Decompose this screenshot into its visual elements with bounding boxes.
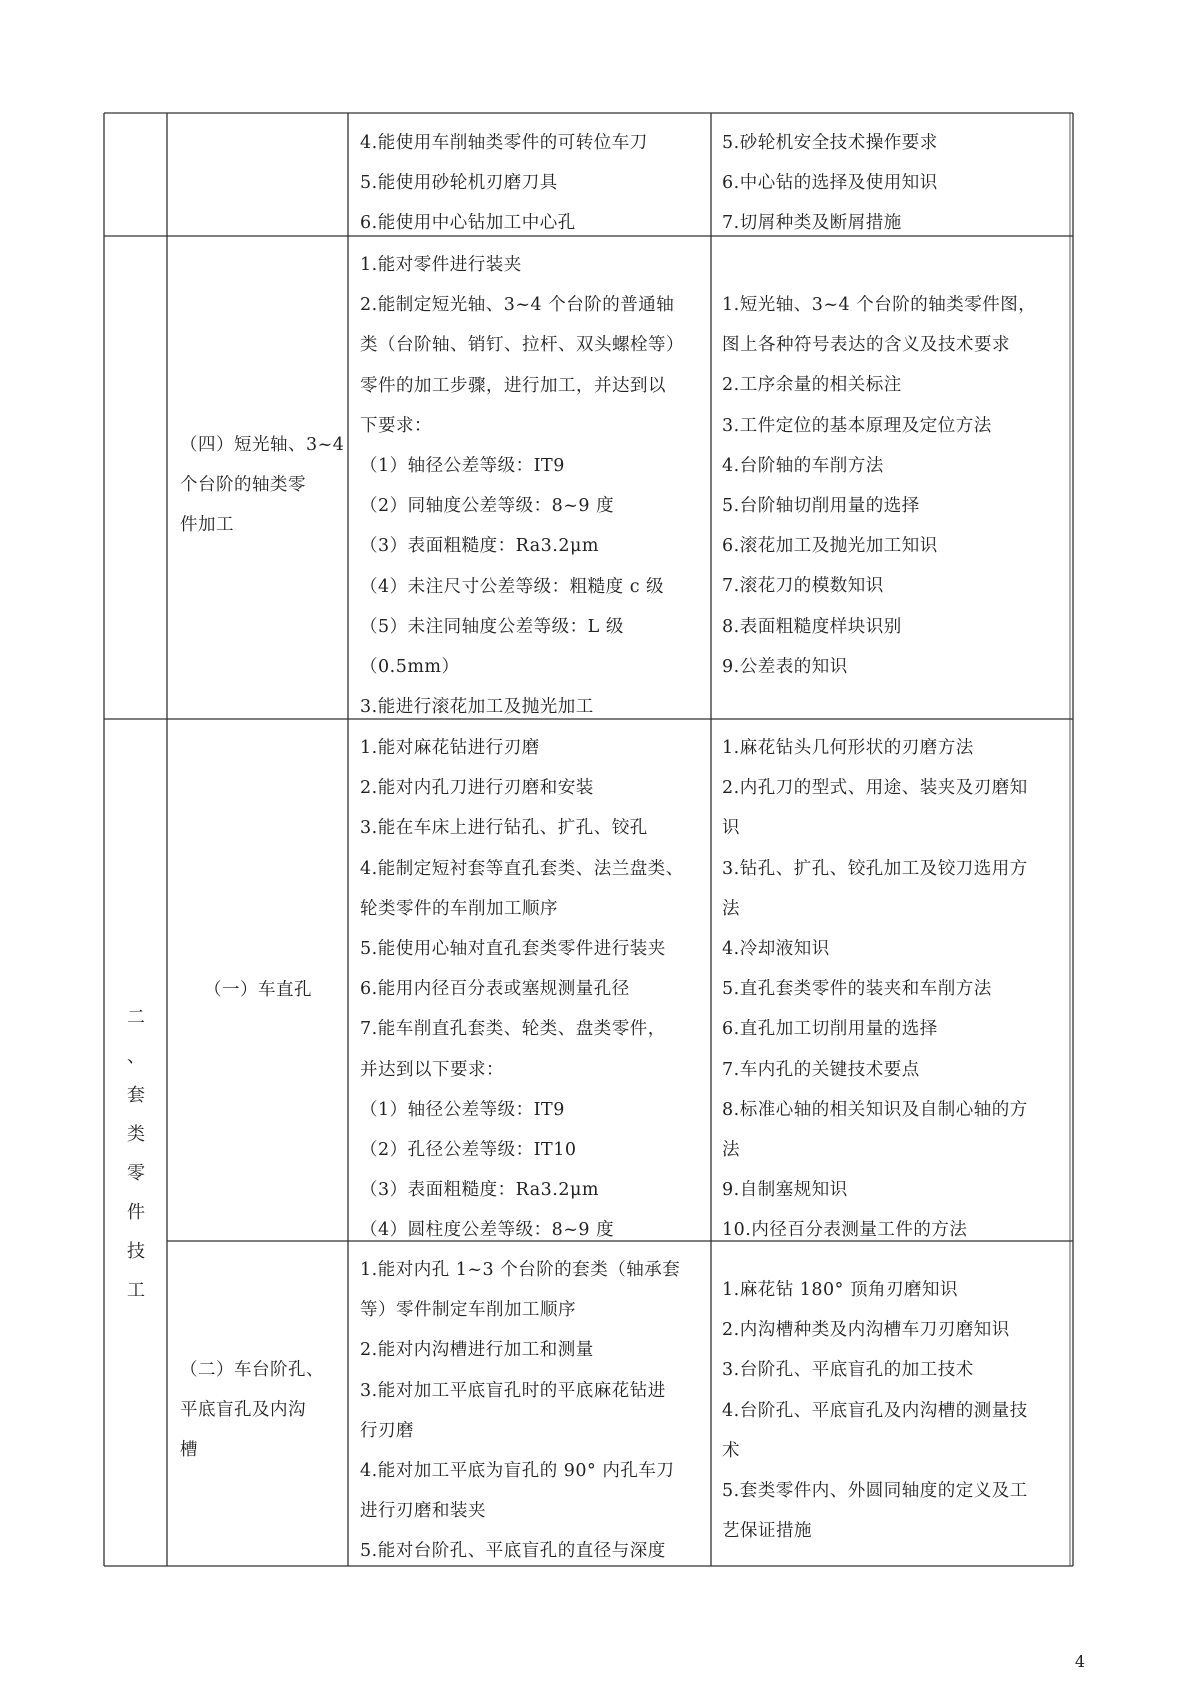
row2-skill-line: 3.能进行滚花加工及抛光加工	[360, 697, 594, 718]
row4-knowledge	[722, 1270, 1028, 1551]
row4-skill-line: 3.能对加工平底盲孔时的平底麻花钻进	[360, 1380, 666, 1401]
row4-skill-line: 2.能对内沟槽进行加工和测量	[360, 1340, 594, 1361]
section-title-char: 技	[127, 1241, 145, 1262]
row4-skill-line: 等）零件制定车削加工顺序	[360, 1300, 576, 1321]
row1-skill-line: 6.能使用中心钻加工中心孔	[360, 213, 576, 234]
row2-skill-line: 零件的加工步骤，进行加工，并达到以	[360, 375, 666, 396]
row2-skill-line: （1）轴径公差等级：IT9	[360, 456, 565, 477]
row3-knowledge-line: 8.标准心轴的相关知识及自制心轴的方	[722, 1099, 1028, 1120]
row3-knowledge-line: 法	[722, 898, 740, 919]
row3-skill-line: 6.能用内径百分表或塞规测量孔径	[360, 979, 630, 1000]
row2-skill-line: （5）未注同轴度公差等级：L 级	[360, 616, 624, 637]
row3-knowledge-line: 2.内孔刀的型式、用途、装夹及刃磨知	[722, 778, 1028, 799]
row2-skill-line: 下要求：	[360, 415, 432, 436]
row4-knowledge-line: 2.内沟槽种类及内沟槽车刀刃磨知识	[722, 1320, 1010, 1341]
row4-skills	[360, 1250, 680, 1572]
row4-knowledge-line: 3.台阶孔、平底盲孔的加工技术	[722, 1360, 974, 1381]
section-title-char: 二	[127, 1007, 145, 1028]
row2-knowledge-line: 3.工件定位的基本原理及定位方法	[722, 415, 992, 436]
row4-knowledge-line: 1.麻花钻 180° 顶角刃磨知识	[722, 1280, 958, 1300]
row1-knowledge-line: 5.砂轮机安全技术操作要求	[722, 133, 938, 153]
section-title-char: 件	[127, 1202, 145, 1223]
row3-knowledge-line: 1.麻花钻头几何形状的刃磨方法	[722, 738, 974, 758]
row4-skill-line: 1.能对内孔 1~3 个台阶的套类（轴承套	[360, 1260, 681, 1280]
row3-knowledge-line: 9.自制塞规知识	[722, 1180, 848, 1201]
row2-unit-line: 个台阶的轴类零	[180, 475, 306, 496]
row4-unit	[180, 1350, 324, 1471]
row4-unit-line: （二）车台阶孔、	[180, 1360, 324, 1380]
row2-skills	[360, 245, 684, 727]
row1-skill-line: 4.能使用车削轴类零件的可转位车刀	[360, 133, 648, 153]
row2-skill-line: （0.5mm）	[360, 657, 460, 678]
row3-skill-line: （2）孔径公差等级：IT10	[360, 1140, 577, 1161]
section-title-vertical	[120, 998, 152, 1310]
row3-knowledge-line: 3.钻孔、扩孔、铰孔加工及铰刀选用方	[722, 858, 1028, 879]
row1-knowledge	[722, 123, 938, 244]
row4-unit-line: 平底盲孔及内沟	[180, 1400, 306, 1421]
row2-skill-line: 1.能对零件进行装夹	[360, 255, 522, 275]
row2-knowledge-line: 2.工序余量的相关标注	[722, 375, 902, 396]
row1-skills	[360, 123, 648, 244]
row3-skill-line: （1）轴径公差等级：IT9	[360, 1099, 565, 1120]
row3-unit	[204, 970, 312, 1010]
row3-knowledge-line: 识	[722, 818, 740, 839]
section-title-char: 、	[127, 1046, 145, 1067]
section-title-char: 零	[127, 1163, 145, 1184]
page-number: 4	[1074, 1652, 1085, 1671]
row2-knowledge-line: 4.台阶轴的车削方法	[722, 455, 884, 476]
row2-knowledge-line: 8.表面粗糙度样块识别	[722, 616, 902, 637]
row2-knowledge-line: 1.短光轴、3~4 个台阶的轴类零件图，	[722, 295, 1037, 315]
row2-knowledge-line: 9.公差表的知识	[722, 656, 848, 677]
row4-skill-line: 4.能对加工平底为盲孔的 90° 内孔车刀	[360, 1461, 675, 1482]
row1-skill-line: 5.能使用砂轮机刃磨刀具	[360, 173, 558, 194]
row2-unit	[180, 425, 344, 546]
row3-skill-line: 并达到以下要求：	[360, 1059, 504, 1080]
row2-knowledge-line: 5.台阶轴切削用量的选择	[722, 496, 920, 517]
row4-skill-line: 行刃磨	[360, 1420, 414, 1441]
row3-knowledge-line: 10.内径百分表测量工件的方法	[722, 1220, 968, 1241]
row3-skills	[360, 728, 684, 1251]
row1-knowledge-line: 6.中心钻的选择及使用知识	[722, 173, 938, 194]
section-title-char: 工	[127, 1280, 145, 1301]
row4-knowledge-line: 艺保证措施	[722, 1521, 812, 1542]
row3-knowledge-line: 6.直孔加工切削用量的选择	[722, 1019, 938, 1040]
row2-unit-line: （四）短光轴、3~4	[180, 435, 345, 455]
row1-knowledge-line: 7.切屑种类及断屑措施	[722, 213, 902, 234]
row4-skill-line: 进行刃磨和装夹	[360, 1501, 486, 1522]
row3-skill-line: 5.能使用心轴对直孔套类零件进行装夹	[360, 939, 666, 960]
row3-skill-line: （4）圆柱度公差等级：8~9 度	[360, 1220, 615, 1241]
row3-skill-line: （3）表面粗糙度：Ra3.2μm	[360, 1180, 599, 1201]
row2-skill-line: 2.能制定短光轴、3~4 个台阶的普通轴	[360, 295, 675, 316]
row4-knowledge-line: 5.套类零件内、外圆同轴度的定义及工	[722, 1481, 1028, 1502]
row3-knowledge-line: 7.车内孔的关键技术要点	[722, 1059, 920, 1080]
row4-knowledge-line: 4.台阶孔、平底盲孔及内沟槽的测量技	[722, 1400, 1028, 1421]
row2-skill-line: 类（台阶轴、销钉、拉杆、双头螺栓等）	[360, 335, 684, 356]
row4-unit-line: 槽	[180, 1440, 198, 1461]
row3-skill-line: 1.能对麻花钻进行刃磨	[360, 738, 540, 758]
row2-unit-line: 件加工	[180, 515, 234, 536]
row3-knowledge-line: 法	[722, 1140, 740, 1161]
row3-skill-line: 轮类零件的车削加工顺序	[360, 898, 558, 919]
row3-unit-line: （一）车直孔	[204, 980, 312, 1000]
row2-knowledge-line: 图上各种符号表达的含义及技术要求	[722, 335, 1010, 356]
row3-skill-line: 3.能在车床上进行钻孔、扩孔、铰孔	[360, 818, 648, 839]
row4-skill-line: 5.能对台阶孔、平底盲孔的直径与深度	[360, 1541, 666, 1562]
section-title-char: 套	[127, 1085, 145, 1106]
row3-knowledge-line: 4.冷却液知识	[722, 939, 830, 960]
row3-knowledge	[722, 728, 1028, 1251]
row3-skill-line: 2.能对内孔刀进行刃磨和安装	[360, 778, 594, 799]
row2-knowledge	[722, 285, 1036, 687]
row2-knowledge-line: 6.滚花加工及抛光加工知识	[722, 536, 938, 557]
section-title-char: 类	[127, 1124, 145, 1145]
row2-skill-line: （4）未注尺寸公差等级：粗糙度 c 级	[360, 576, 665, 597]
row2-knowledge-line: 7.滚花刀的模数知识	[722, 576, 884, 597]
row2-skill-line: （3）表面粗糙度：Ra3.2μm	[360, 536, 599, 557]
row3-knowledge-line: 5.直孔套类零件的装夹和车削方法	[722, 979, 992, 1000]
row2-skill-line: （2）同轴度公差等级：8~9 度	[360, 496, 615, 517]
row3-skill-line: 4.能制定短衬套等直孔套类、法兰盘类、	[360, 858, 684, 879]
row3-skill-line: 7.能车削直孔套类、轮类、盘类零件，	[360, 1019, 666, 1040]
row4-knowledge-line: 术	[722, 1440, 740, 1461]
